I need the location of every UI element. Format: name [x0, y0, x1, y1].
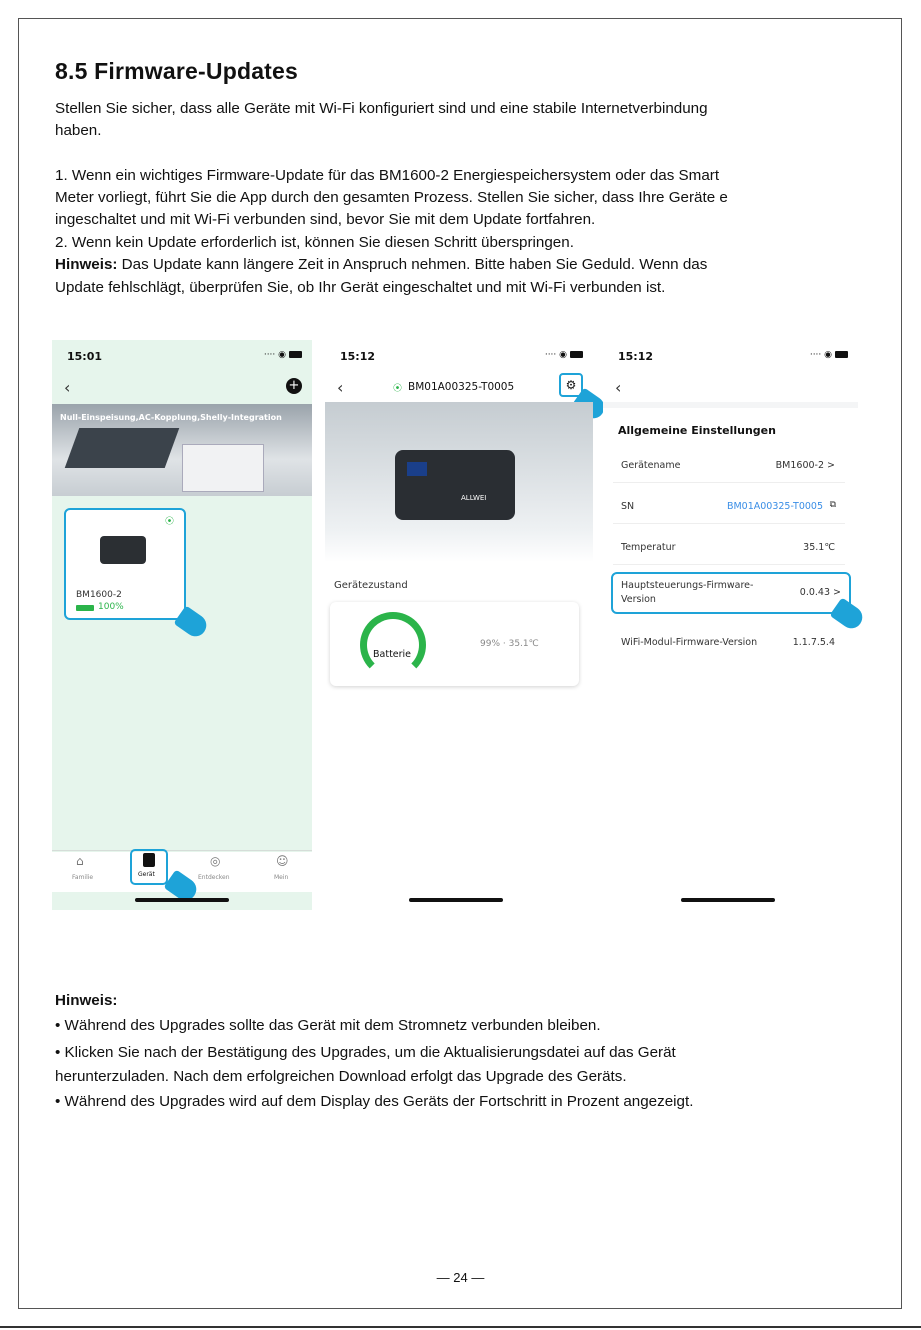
note1-line-1: [55, 254, 860, 277]
back-icon[interactable]: ‹: [337, 378, 344, 397]
battery-device-image: [100, 536, 146, 564]
add-icon[interactable]: +: [286, 378, 302, 394]
intro-line-2: haben.: [55, 122, 102, 139]
row-label-line2: Version: [621, 594, 656, 605]
battery-device-image: [395, 450, 515, 520]
status-icons: ···· ◉: [545, 350, 583, 360]
wifi-icon: ⦿: [164, 517, 174, 527]
row-value: 0.0.43 >: [799, 587, 841, 598]
gauge-label: Batterie: [373, 649, 412, 660]
device-card[interactable]: [64, 508, 186, 620]
bullet-1: • Während des Upgrades sollte das Gerät mit dem Stromnetz verbunden bleiben.: [55, 1017, 601, 1034]
note2-label: Hinweis:: [55, 992, 118, 1009]
home-indicator: [681, 898, 775, 902]
battery-icon: [570, 351, 583, 358]
back-icon[interactable]: ‹: [615, 378, 622, 397]
status-icons: ···· ◉: [810, 350, 848, 360]
row-sn: [613, 489, 845, 524]
row-geraetename[interactable]: [613, 448, 845, 483]
device-hero-image: [325, 402, 593, 562]
status-icons: ···· ◉: [264, 350, 302, 360]
banner-text: Null-Einspeisung,AC-Kopplung,Shelly-Integration: [60, 413, 282, 422]
phone-screenshot-device: [325, 340, 593, 910]
tab-gerat-label: Gerät: [138, 871, 155, 878]
brand-logo: ALLWEI: [461, 494, 487, 502]
bullet-2-cont: herunterzuladen. Nach dem erfolgreichen Download erfolgt das Upgrade des Geräts.: [55, 1068, 627, 1085]
status-time: 15:01: [67, 350, 103, 363]
row-value: BM1600-2 >: [775, 460, 835, 471]
device-name: BM1600-2: [76, 590, 122, 600]
row-label: SN: [621, 501, 635, 512]
note1-line-2: Update fehlschlägt, überprüfen Sie, ob Ihr Gerät eingeschaltet und mit Wi-Fi verbunden ist.: [55, 279, 666, 296]
back-icon[interactable]: ‹: [64, 378, 71, 397]
intro-line-1: Stellen Sie sicher, dass alle Geräte mit Wi-Fi konfiguriert sind und eine stabile Internetverbindung: [55, 100, 708, 117]
device-display: [407, 462, 427, 476]
battery-icon: [835, 351, 848, 358]
row-temperatur: [613, 530, 845, 565]
step-line-3: ingeschaltet und mit Wi-Fi verbunden sind, bevor Sie mit dem Update fortfahren.: [55, 211, 596, 228]
tab-gerat[interactable]: [130, 849, 168, 885]
note1-label: Hinweis:: [55, 256, 118, 273]
row-value: 35.1℃: [803, 542, 835, 553]
row-label: WiFi-Modul-Firmware-Version: [621, 637, 758, 648]
home-icon: ⌂: [76, 854, 84, 868]
tab-mein[interactable]: Mein: [274, 874, 289, 881]
section-title: 8.5 Firmware-Updates: [55, 58, 299, 84]
tabbar-divider: [52, 850, 312, 851]
state-stats: 99% · 35.1℃: [480, 639, 539, 649]
battery-percent: 100%: [98, 602, 124, 612]
compass-icon: ◎: [210, 854, 221, 868]
step-line-1: 1. Wenn ein wichtiges Firmware-Update für das BM1600-2 Energiespeichersystem oder das Smart: [55, 167, 720, 184]
phone-screenshot-settings: [603, 340, 858, 910]
profile-icon: ☺: [276, 854, 289, 868]
state-title: Gerätezustand: [334, 580, 408, 591]
device-id: BM01A00325-T0005: [408, 381, 515, 393]
row-label: Temperatur: [621, 542, 676, 553]
settings-gear-icon[interactable]: ⚙: [559, 373, 583, 397]
bottom-rule: [0, 1326, 921, 1328]
banner-image: [52, 404, 312, 496]
note1-text-1: Das Update kann längere Zeit in Anspruch nehmen. Bitte haben Sie Geduld. Wenn das: [117, 256, 708, 273]
bullet-3: • Während des Upgrades wird auf dem Display des Geräts der Fortschritt in Prozent angezeigt.: [55, 1093, 694, 1110]
home-indicator: [409, 898, 503, 902]
state-card: [330, 602, 579, 686]
battery-icon: [289, 351, 302, 358]
row-value: BM01A00325-T0005: [726, 501, 823, 512]
battery-gauge: [360, 612, 426, 678]
house-shape: [182, 444, 264, 492]
status-time: 15:12: [618, 350, 654, 363]
row-firmware-version[interactable]: [611, 572, 851, 614]
row-label: Gerätename: [621, 460, 681, 471]
device-tab-icon: [143, 853, 155, 867]
page-number: — 24 —: [436, 1270, 485, 1285]
phone-screenshot-home: [52, 340, 312, 910]
tab-familie[interactable]: Familie: [72, 874, 94, 881]
copy-icon[interactable]: ⧉: [829, 500, 836, 510]
roof-solar-shape: [65, 428, 180, 468]
step-line-2: Meter vorliegt, führt Sie die App durch den gesamten Prozess. Stellen Sie sicher, dass Ihre Geräte e: [55, 189, 728, 206]
bullet-2: • Klicken Sie nach der Bestätigung des Upgrades, um die Aktualisierungsdatei auf das Gerät: [55, 1044, 676, 1061]
battery-level-icon: [76, 605, 94, 611]
row-value: 1.1.7.5.4: [792, 637, 835, 648]
wifi-icon: ⦿: [393, 384, 403, 394]
tab-entdecken[interactable]: Entdecken: [198, 874, 230, 881]
row-label: Hauptsteuerungs-Firmware-: [621, 580, 754, 591]
section-heading: Allgemeine Einstellungen: [618, 424, 776, 437]
home-indicator: [135, 898, 229, 902]
header-divider: [603, 402, 858, 408]
status-time: 15:12: [340, 350, 376, 363]
row-wifi-firmware: [613, 625, 845, 659]
step-line-4: 2. Wenn kein Update erforderlich ist, können Sie diesen Schritt überspringen.: [55, 234, 574, 251]
